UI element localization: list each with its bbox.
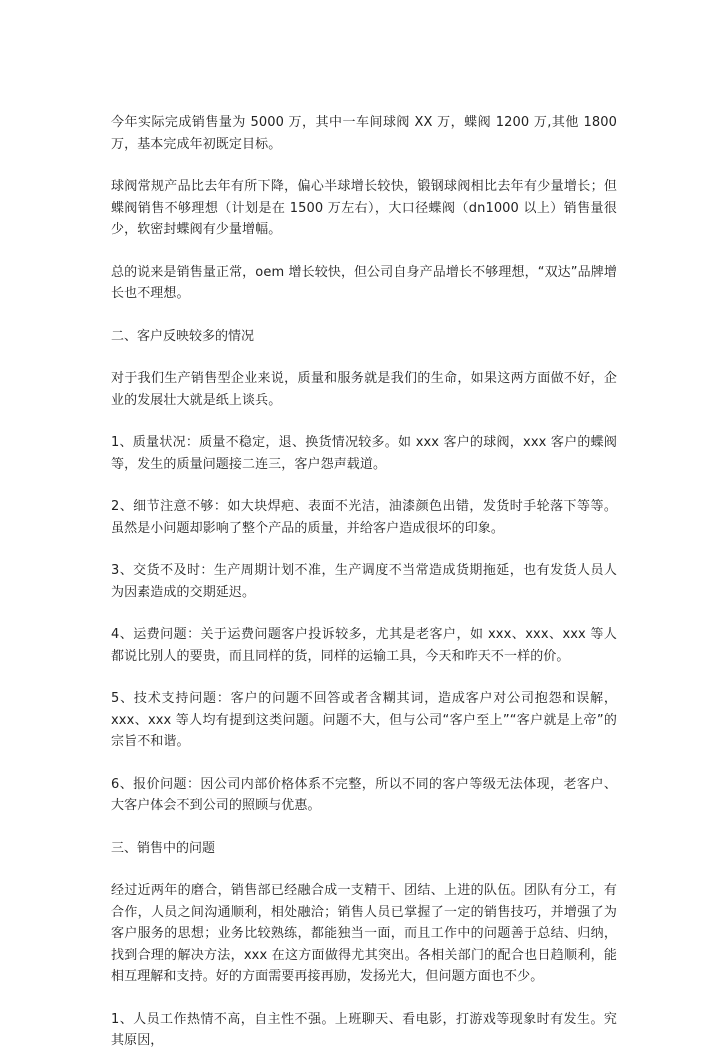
list-item-quality-status: 1、质量状况：质量不稳定，退、换货情况较多。如 xxx 客户的球阀，xxx 客户的蝶阀等，发生的质量问题接二连三，客户怨声载道。 [111,435,617,472]
paragraph-sales-volume: 今年实际完成销售量为 5000 万，其中一车间球阀 XX 万，蝶阀 1200 万,其他 1800 万，基本完成年初既定目标。 [111,115,617,152]
section-heading-customer-feedback: 二、客户反映较多的情况 [111,328,255,344]
paragraph-summary: 总的说来是销售量正常，oem 增长较快，但公司自身产品增长不够理想，“双达”品牌增长也不理想。 [111,264,617,301]
list-item-technical-support: 5、技术支持问题：客户的问题不回答或者含糊其词，造成客户对公司抱怨和误解，xxx、xxx 等人均有提到这类问题。问题不大，但与公司“客户至上”“客户就是上帝”的宗旨不和谐。 [111,691,617,749]
list-item-delivery-delay: 3、交货不及时：生产周期计划不准，生产调度不当常造成货期拖延，也有发货人员人为因素造成的交期延迟。 [111,563,617,600]
paragraph-quality-service: 对于我们生产销售型企业来说，质量和服务就是我们的生命，如果这两方面做不好，企业的发展壮大就是纸上谈兵。 [111,371,617,408]
paragraph-team-review: 经过近两年的磨合，销售部已经融合成一支精干、团结、上进的队伍。团队有分工，有合作，人员之间沟通顺利，相处融洽；销售人员已掌握了一定的销售技巧，并增强了为客户服务的思想；业务比较熟练，都能独当一面，而且工作中的问题善于总结、归纳，找到合理的解决方法，xxx 在这方面做得尤其突出。各相关部门的配合也日趋顺利，能相互理解和支持。好的方面需要再接再励，发扬光大，但问题方面也不少。 [111,883,617,984]
document-body [111,112,617,1052]
list-item-freight-issue: 4、运费问题：关于运费问题客户投诉较多，尤其是老客户，如 xxx、xxx、xxx 等人都说比别人的要贵，而且同样的货，同样的运输工具，今天和昨天不一样的价。 [111,627,617,664]
list-item-work-enthusiasm: 1、人员工作热情不高，自主性不强。上班聊天、看电影，打游戏等现象时有发生。究其原因， [111,1011,617,1048]
section-heading-sales-problems: 三、销售中的问题 [111,840,216,856]
paragraph-product-performance: 球阀常规产品比去年有所下降，偏心半球增长较快，锻钢球阀相比去年有少量增长；但蝶阀销售不够理想（计划是在 1500 万左右），大口径蝶阀（dn1000 以上）销售量很少，软密封蝶阀有少量增幅。 [111,179,617,237]
list-item-detail-attention: 2、细节注意不够：如大块焊疤、表面不光洁，油漆颜色出错，发货时手轮落下等等。虽然是小问题却影响了整个产品的质量，并给客户造成很坏的印象。 [111,499,617,536]
list-item-quotation-issue: 6、报价问题：因公司内部价格体系不完整，所以不同的客户等级无法体现，老客户、大客户体会不到公司的照顾与优惠。 [111,776,617,813]
